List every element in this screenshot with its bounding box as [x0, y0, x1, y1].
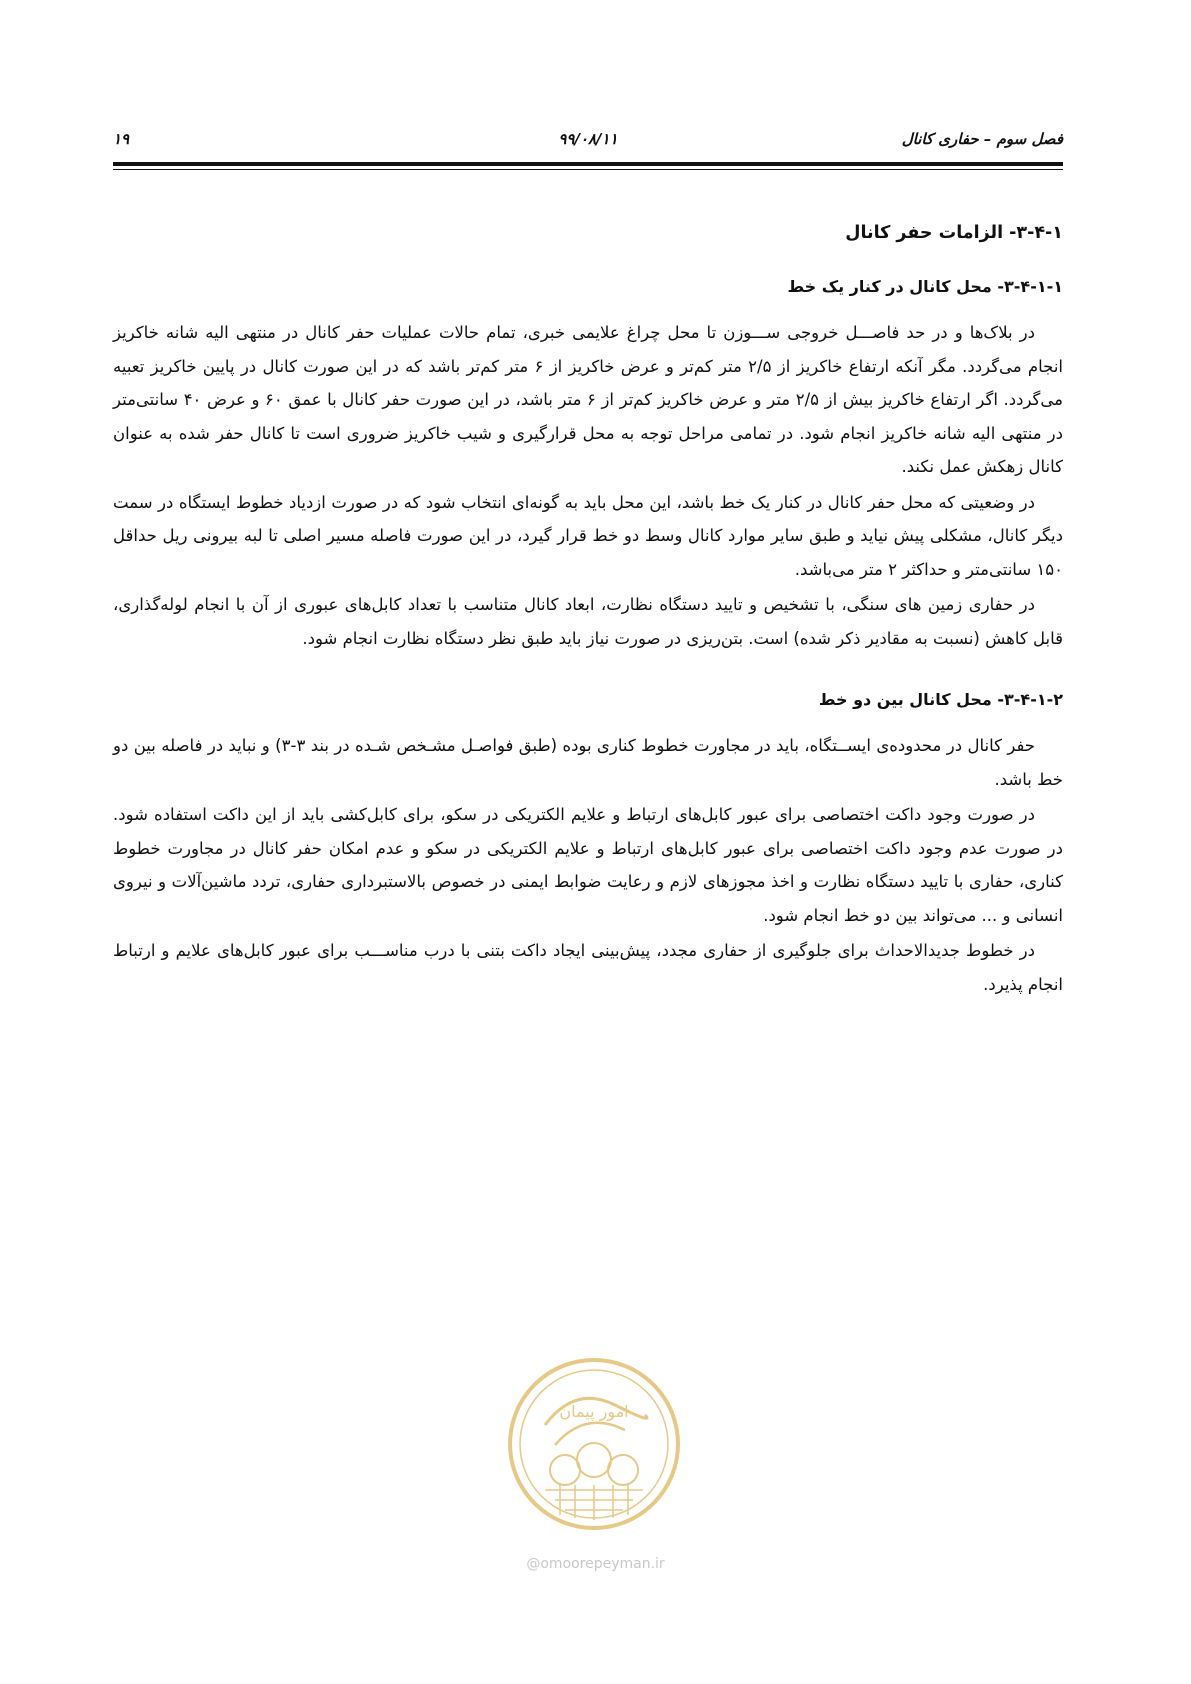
document-body — [113, 210, 1063, 1003]
svg-text:امور پیمان: امور پیمان — [559, 1402, 629, 1421]
paragraph: در وضعیتی که محل حفر کانال در کنار یک خط باشد، این محل باید به گونه‌ای انتخاب شود که در صورت ازدیاد خطوط ایستگاه در سمت دیگر کانال، مشکلی پیش نیاید و طبق سایر موارد کانال وسط دو خط قرار گیرد، در این صورت فاصله مسیر اصلی تا لبه بیرونی ریل حداقل ۱۵۰ سانتی‌متر و حداکثر ۲ متر می‌باشد. — [113, 492, 1063, 579]
paragraph: در بلاک‌ها و در حد فاصـــل خروجی ســـوزن تا محل چراغ علایمی خبری، تمام حالات عملیات حفر کانال در منتهی الیه شانه خاکریز انجام می‌گردد. مگر آنکه ارتفاع خاکریز از ۲/۵ متر کم‌تر و عرض خاکریز از ۶ متر کم‌تر باشد که در این صورت کانال در پایین خاکریز تعبیه می‌گردد. اگر ارتفاع خاکریز بیش از ۲/۵ متر و عرض خاکریز کم‌تر از ۶ متر باشد، در این صورت حفر کانال با عمق ۶۰ و عرض ۴۰ سانتی‌متر در منتهی الیه شانه خاکریز انجام شود. در تمامی مراحل توجه به محل قرارگیری و شیب خاکریز ضروری است تا کانال حفر شده به عنوان کانال زهکش عمل نکند. — [113, 323, 1064, 476]
paragraph: حفر کانال در محدوده‌ی ایســتگاه، باید در مجاورت خطوط کناری بوده (طبق فواصـل مشـخص شـده در بند ۳-۳) و نباید در فاصله بین دو خط باشد. — [113, 736, 1063, 789]
subsection-title-2: ۳-۴-۱-۲- محل کانال بین دو خط — [818, 690, 1063, 709]
chapter-title: فصل سوم – حفاری کانال — [901, 130, 1063, 148]
paragraph: در خطوط جدیدالاحداث برای جلوگیری از حفاری مجدد، پیش‌بینی ایجاد داکت بتنی با درب مناســـب برای عبور کابل‌های علایم و ارتباط انجام پذیرد. — [113, 941, 1063, 994]
omoore-peyman-seal-icon — [505, 1355, 683, 1533]
paragraph: در صورت وجود داکت اختصاصی برای عبور کابل‌های ارتباط و علایم الکتریکی در سکو، برای کابل‌کشی باید از این داکت استفاده شود. در صورت عدم وجود داکت اختصاصی برای عبور کابل‌های ارتباط و علایم الکتریکی در سکو و عدم امکان حفر کانال در مجاورت خطوط کناری، حفاری با تایید دستگاه نظارت و اخذ مجوزهای لازم و رعایت ضوابط ایمنی در خصوص بالاستبرداری حفاری، تردد ماشین‌آلات و نیروی انسانی و ... می‌تواند بین دو خط انجام شود. — [113, 805, 1063, 925]
subsection-title-1: ۳-۴-۱-۱- محل کانال در کنار یک خط — [787, 277, 1063, 296]
section-title: ۳-۴-۱- الزامات حفر کانال — [845, 223, 1063, 243]
header-date: ۹۹/۰۸/۱۱ — [558, 130, 618, 148]
header-rule-thick — [113, 162, 1063, 166]
page-header — [113, 130, 1063, 154]
watermark-site: @omoorepeyman.ir — [526, 1556, 665, 1572]
header-rule-thin — [113, 169, 1063, 170]
page-number: ۱۹ — [113, 130, 130, 148]
paragraph: در حفاری زمین های سنگی، با تشخیص و تایید دستگاه نظارت، ابعاد کانال متناسب با تعداد کابل‌های عبوری از آن با انجام لوله‌گذاری، قابل کاهش (نسبت به مقادیر ذکر شده) است. بتن‌ریزی در صورت نیاز باید طبق نظر دستگاه نظارت انجام شود. — [113, 595, 1063, 648]
watermark-logo — [505, 1355, 683, 1533]
